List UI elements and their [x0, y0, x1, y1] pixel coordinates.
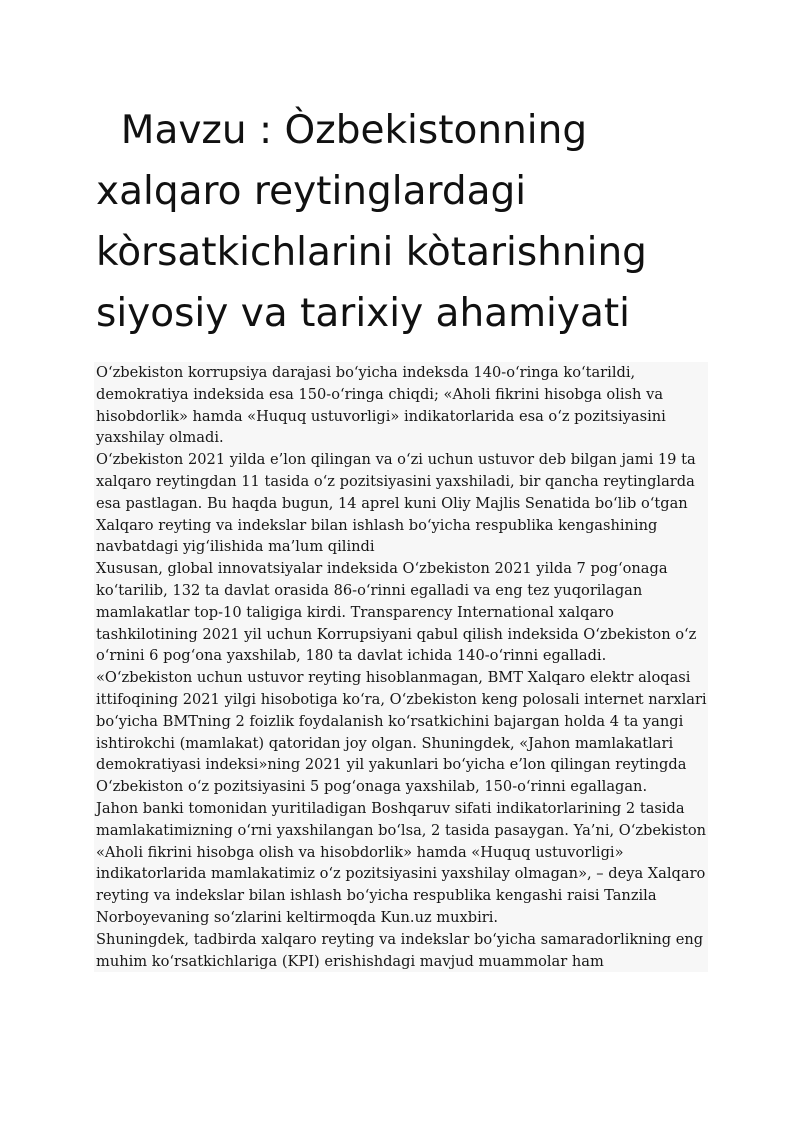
document-title: Mavzu : Òzbekistonning xalqaro reytinglardagi kòrsatkichlarini kòtarishning siyosiy va tarixiy ahamiyati	[96, 108, 660, 336]
paragraph: Shuningdek, tadbirda xalqaro reyting va indekslar bo‘yicha samaradorlikning eng muhim ko‘rsatkichlariga (KPI) erishishdagi mavjud muammolar ham	[96, 930, 704, 970]
paragraph: Xususan, global innovatsiyalar indeksida O‘zbekiston 2021 yilda 7 pog‘onaga ko‘tarilib, 132 ta davlat orasida 86-o‘rinni egalladi va eng tez yuqorilagan mamlakatlar top-10 taligiga kirdi. Transparency International xalqaro tashkilotining 2021 yil uchun Korrupsiyani qabul qilish indeksida O‘zbekiston o‘z o‘rnini 6 pog‘ona yaxshilab, 180 ta davlat ichida 140-o‘rinni egalladi.	[96, 560, 697, 665]
paragraph: O‘zbekiston 2021 yilda e’lon qilingan va o‘zi uchun ustuvor deb bilgan jami 19 ta xalqaro reytingdan 11 tasida o‘z pozitsiyasini yaxshiladi, bir qancha reytinglarda esa pastlagan. Bu haqda bugun, 14 aprel kuni Oliy Majlis Senatida bo‘lib o‘tgan Xalqaro reyting va indekslar bilan ishlash bo‘yicha respublika kengashining navbatdagi yig‘ilishida ma’lum qilindi	[96, 451, 696, 556]
document-body	[94, 362, 708, 972]
paragraph: O‘zbekiston korrupsiya darajasi bo‘yicha indeksda 140-o‘ringa ko‘tarildi, demokratiya indeksida esa 150-o‘ringa chiqdi; «Aholi fikrini hisobga olish va hisobdorlik» hamda «Huquq ustuvorligi» indikatorlarida esa o‘z pozitsiyasini yaxshilay olmadi.	[96, 364, 666, 447]
paragraph: Jahon banki tomonidan yuritiladigan Boshqaruv sifati indikatorlarining 2 tasida mamlakatimizning o‘rni yaxshilangan bo‘lsa, 2 tasida pasaygan. Ya’ni, O‘zbekiston «Aholi fikrini hisobga olish va hisobdorlik» hamda «Huquq ustuvorligi» indikatorlarida mamlakatimiz o‘z pozitsiyasini yaxshilay olmagan», – deya Xalqaro reyting va indekslar bilan ishlash bo‘yicha respublika kengashi raisi Tanzila Norboyevaning so‘zlarini keltirmoqda Kun.uz muxbiri.	[96, 799, 707, 926]
paragraph: «O‘zbekiston uchun ustuvor reyting hisoblanmagan, BMT Xalqaro elektr aloqasi ittifoqining 2021 yilgi hisobotiga ko‘ra, O‘zbekiston keng polosali internet narxlari bo‘yicha BMTning 2 foizlik foydalanish ko‘rsatkichini bajargan holda 4 ta yangi ishtirokchi (mamlakat) qatoridan joy olgan. Shuningdek, «Jahon mamlakatlari demokratiyasi indeksi»ning 2021 yil yakunlari bo‘yicha e’lon qilingan reytingda O‘zbekiston o‘z pozitsiyasini 5 pog‘onaga yaxshilab, 150-o‘rinni egallagan.	[96, 669, 707, 796]
